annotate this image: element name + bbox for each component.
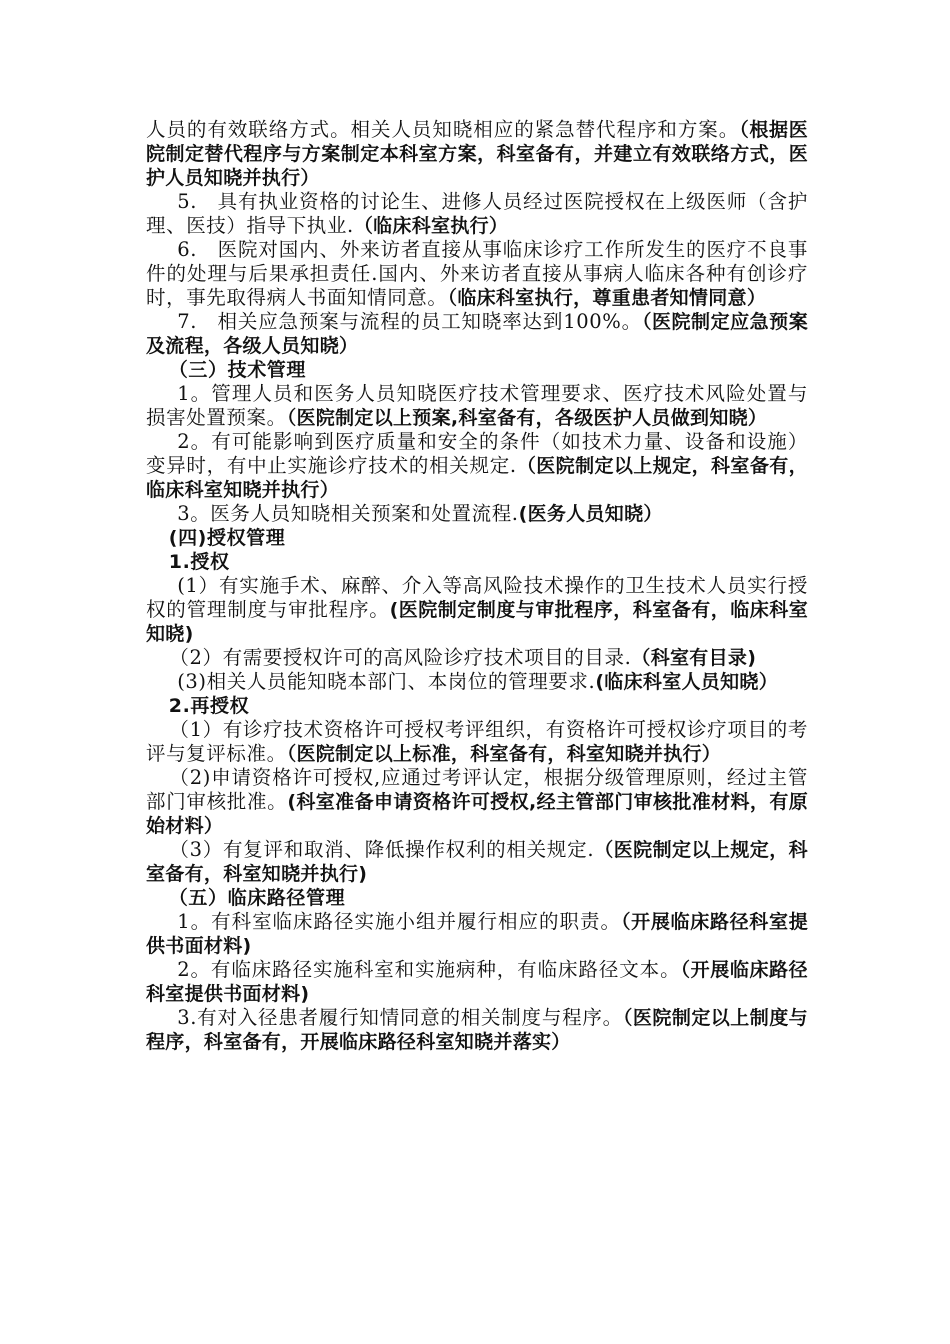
paragraph [146,190,808,238]
paragraph-note: （医院制定以上预案,科室备有，各级医护人员做到知晓） [286,407,768,429]
paragraph [146,1006,808,1054]
paragraph [146,238,808,310]
paragraph-note: （医院制定应急预案及流程，各级人员知晓） [146,311,809,357]
paragraph-text: 7. 相关应急预案与流程的员工知晓率达到100%。 [177,310,642,333]
paragraph-text: （2）有需要授权许可的高风险诊疗技术项目的目录. [169,646,632,669]
section-heading: （三）技术管理 [168,359,306,381]
paragraph [146,718,808,766]
paragraph-note: (临床科室人员知晓） [595,671,778,693]
paragraph [146,502,808,526]
paragraph-note: （医院制定以上标准，科室备有，科室知晓并执行） [286,743,722,765]
paragraph [146,118,808,190]
subsection-heading: 2.再授权 [168,695,250,717]
subsection-heading: 1.授权 [168,551,230,573]
paragraph-note: （开展临床路径科室提供书面材料) [146,911,808,957]
paragraph [146,310,808,358]
paragraph [146,574,808,646]
paragraph-text: 5. 具有执业资格的讨论生、进修人员经过医院授权在上级医师（含护理、医技）指导下执业. [146,190,808,237]
paragraph-text: （2)申请资格许可授权,应通过考评认定，根据分级管理原则，经过主管部门审核批准。 [146,766,808,813]
paragraph [146,646,808,670]
paragraph [146,430,808,502]
paragraph [146,670,808,694]
paragraph-text: 3。医务人员知晓相关预案和处置流程. [177,502,519,525]
paragraph-note: （临床科室执行，尊重患者知情同意） [447,287,767,309]
paragraph-note: （医院制定以上规定，科室备有，科室知晓并执行) [146,839,808,885]
paragraph [146,382,808,430]
paragraph [146,910,808,958]
paragraph-note: (医院制定制度与审批程序，科室备有，临床科室知晓) [146,599,808,645]
paragraph-note: （科室有目录) [631,647,757,669]
paragraph-text: （1）有诊疗技术资格许可授权考评组织，有资格许可授权诊疗项目的考评与复评标准。 [146,718,808,765]
document-body [146,118,808,1054]
paragraph-text: (1）有实施手术、麻醉、介入等高风险技术操作的卫生技术人员实行授权的管理制度与审批程序。 [146,574,808,621]
paragraph-text: （3）有复评和取消、降低操作权利的相关规定. [169,838,595,861]
paragraph-note: （开展临床路径科室提供书面材料) [146,959,808,1005]
paragraph-text: 2。有临床路径实施科室和实施病种，有临床路径文本。 [177,958,681,981]
paragraph-note: （临床科室执行） [353,215,509,237]
paragraph [146,838,808,886]
paragraph-text: 6. 医院对国内、外来访者直接从事临床诊疗工作所发生的医疗不良事件的处理与后果承担责任.国内、外来访者直接从事病人临床各种有创诊疗时，事先取得病人书面知情同意。 [146,238,808,309]
paragraph-note: (科室准备申请资格许可授权,经主管部门审核批准材料，有原始材料） [146,791,809,837]
paragraph-note: （根据医院制定替代程序与方案制定本科室方案，科室备有，并建立有效联络方式，医护人员知晓并执行） [146,119,809,189]
paragraph-text: 人员的有效联络方式。相关人员知晓相应的紧急替代程序和方案。 [146,118,740,141]
section-heading: (四)授权管理 [168,527,286,549]
paragraph-text: 2。有可能影响到医疗质量和安全的条件（如技术力量、设备和设施）变异时，有中止实施诊疗技术的相关规定. [146,430,808,477]
paragraph-text: 1。管理人员和医务人员知晓医疗技术管理要求、医疗技术风险处置与损害处置预案。 [146,382,808,429]
paragraph-text: (3)相关人员能知晓本部门、本岗位的管理要求. [177,670,596,693]
paragraph [146,766,808,838]
paragraph-text: 3.有对入径患者履行知情同意的相关制度与程序。 [177,1006,623,1029]
section-heading: （五）临床路径管理 [168,887,346,909]
paragraph [146,958,808,1006]
paragraph-note: （医院制定以上制度与程序，科室备有，开展临床路径科室知晓并落实） [146,1007,808,1053]
paragraph-note: （医院制定以上规定，科室备有，临床科室知晓并执行） [146,455,808,501]
paragraph-note: (医务人员知晓） [518,503,663,525]
paragraph-text: 1。有科室临床路径实施小组并履行相应的职责。 [177,910,621,933]
